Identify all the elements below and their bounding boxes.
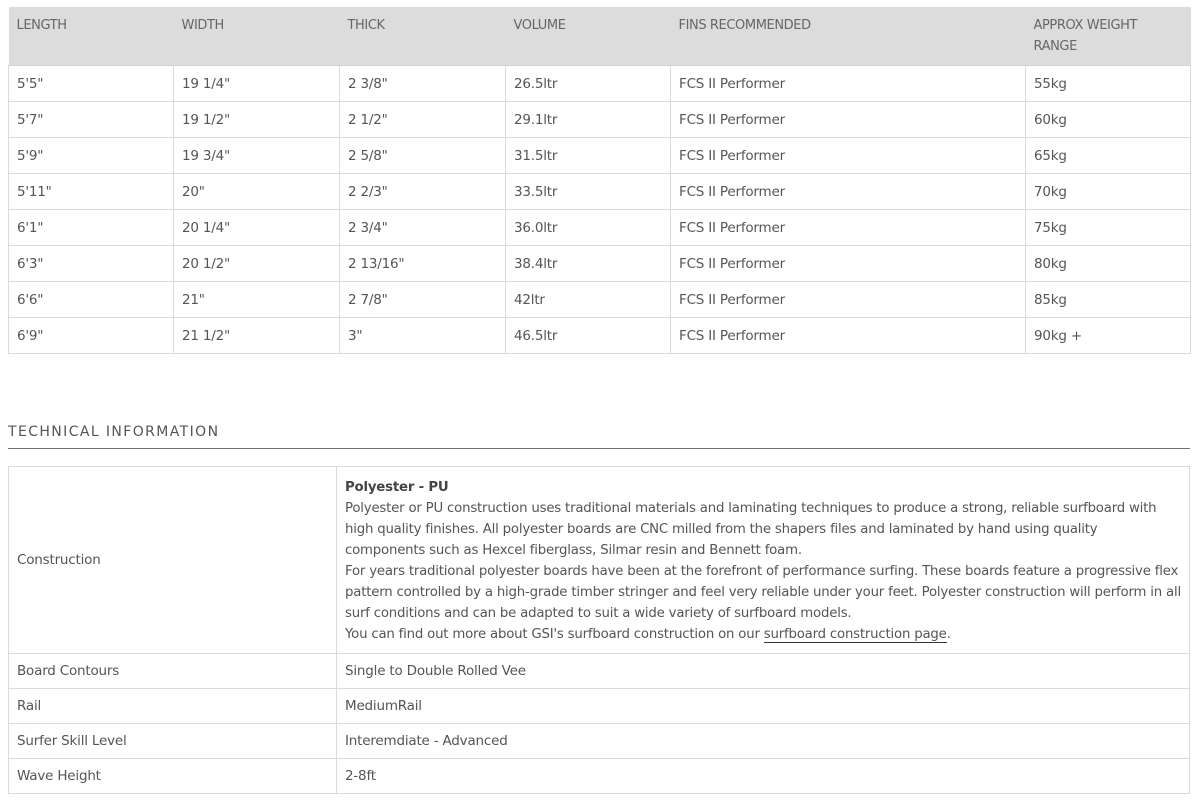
skill-level-value: Interemdiate - Advanced: [337, 724, 1190, 759]
cell-weight: 60kg: [1026, 102, 1191, 138]
cell-volume: 29.1ltr: [506, 102, 671, 138]
header-width: WIDTH: [174, 7, 340, 66]
cell-length: 6'3": [9, 246, 174, 282]
size-table-header: [9, 7, 1191, 66]
table-row: [9, 724, 1190, 759]
cell-fins: FCS II Performer: [671, 174, 1026, 210]
wave-height-value: 2-8ft: [337, 759, 1190, 794]
cell-thick: 3": [340, 318, 506, 354]
table-row: [9, 759, 1190, 794]
cell-fins: FCS II Performer: [671, 66, 1026, 102]
construction-link-suffix: .: [946, 627, 951, 642]
cell-length: 5'7": [9, 102, 174, 138]
cell-volume: 26.5ltr: [506, 66, 671, 102]
cell-volume: 38.4ltr: [506, 246, 671, 282]
cell-fins: FCS II Performer: [671, 282, 1026, 318]
cell-length: 5'9": [9, 138, 174, 174]
cell-width: 21": [174, 282, 340, 318]
construction-paragraph: [345, 624, 1181, 645]
cell-width: 19 3/4": [174, 138, 340, 174]
cell-width: 20 1/4": [174, 210, 340, 246]
cell-weight: 90kg +: [1026, 318, 1191, 354]
cell-volume: 33.5ltr: [506, 174, 671, 210]
table-row: [9, 654, 1190, 689]
table-row: [9, 689, 1190, 724]
cell-thick: 2 13/16": [340, 246, 506, 282]
cell-length: 6'1": [9, 210, 174, 246]
header-weight: APPROX WEIGHT RANGE: [1026, 7, 1191, 66]
construction-heading: Polyester - PU: [345, 480, 449, 495]
cell-width: 21 1/2": [174, 318, 340, 354]
board-contours-label: Board Contours: [9, 654, 337, 689]
cell-width: 20": [174, 174, 340, 210]
table-row: [9, 246, 1191, 282]
cell-thick: 2 2/3": [340, 174, 506, 210]
cell-fins: FCS II Performer: [671, 210, 1026, 246]
cell-volume: 31.5ltr: [506, 138, 671, 174]
table-row: [9, 102, 1191, 138]
header-fins: FINS RECOMMENDED: [671, 7, 1026, 66]
rail-value: MediumRail: [337, 689, 1190, 724]
rail-label: Rail: [9, 689, 337, 724]
cell-length: 6'6": [9, 282, 174, 318]
cell-thick: 2 3/8": [340, 66, 506, 102]
cell-thick: 2 1/2": [340, 102, 506, 138]
table-row: [9, 318, 1191, 354]
cell-volume: 46.5ltr: [506, 318, 671, 354]
surfboard-construction-link[interactable]: surfboard construction page: [763, 627, 947, 642]
construction-description: [337, 467, 1190, 654]
cell-weight: 70kg: [1026, 174, 1191, 210]
cell-fins: FCS II Performer: [671, 318, 1026, 354]
cell-width: 20 1/2": [174, 246, 340, 282]
table-row: [9, 174, 1191, 210]
construction-link-prefix: You can find out more about GSI's surfboard construction on our: [345, 627, 764, 642]
section-title: TECHNICAL INFORMATION: [8, 424, 1190, 449]
construction-label: Construction: [9, 467, 337, 654]
cell-volume: 36.0ltr: [506, 210, 671, 246]
cell-weight: 55kg: [1026, 66, 1191, 102]
cell-fins: FCS II Performer: [671, 138, 1026, 174]
size-table: [8, 7, 1191, 354]
table-row: [9, 66, 1191, 102]
table-row: [9, 138, 1191, 174]
cell-length: 6'9": [9, 318, 174, 354]
cell-thick: 2 5/8": [340, 138, 506, 174]
table-row: [9, 282, 1191, 318]
cell-thick: 2 3/4": [340, 210, 506, 246]
cell-thick: 2 7/8": [340, 282, 506, 318]
board-contours-value: Single to Double Rolled Vee: [337, 654, 1190, 689]
cell-weight: 65kg: [1026, 138, 1191, 174]
construction-paragraph: Polyester or PU construction uses traditional materials and laminating techniques to produce a strong, reliable surfboard with high quality finishes. All polyester boards are CNC milled from the shapers files and laminated by hand using quality components such as Hexcel fiberglass, Silmar resin and Bennett foam.: [345, 501, 1157, 558]
header-length: LENGTH: [9, 7, 174, 66]
technical-info-table: [8, 466, 1190, 794]
cell-weight: 75kg: [1026, 210, 1191, 246]
cell-fins: FCS II Performer: [671, 246, 1026, 282]
skill-level-label: Surfer Skill Level: [9, 724, 337, 759]
cell-weight: 80kg: [1026, 246, 1191, 282]
cell-width: 19 1/2": [174, 102, 340, 138]
cell-width: 19 1/4": [174, 66, 340, 102]
cell-length: 5'11": [9, 174, 174, 210]
construction-paragraph: For years traditional polyester boards have been at the forefront of performance surfing. These boards feature a progressive flex pattern controlled by a high-grade timber stringer and feel very reliable under your feet. Polyester construction will perform in all surf conditions and can be adapted to suit a wide variety of surfboard models.: [345, 564, 1181, 621]
cell-weight: 85kg: [1026, 282, 1191, 318]
cell-fins: FCS II Performer: [671, 102, 1026, 138]
table-row-construction: [9, 467, 1190, 654]
cell-length: 5'5": [9, 66, 174, 102]
wave-height-label: Wave Height: [9, 759, 337, 794]
table-row: [9, 210, 1191, 246]
cell-volume: 42ltr: [506, 282, 671, 318]
header-volume: VOLUME: [506, 7, 671, 66]
header-thick: THICK: [340, 7, 506, 66]
